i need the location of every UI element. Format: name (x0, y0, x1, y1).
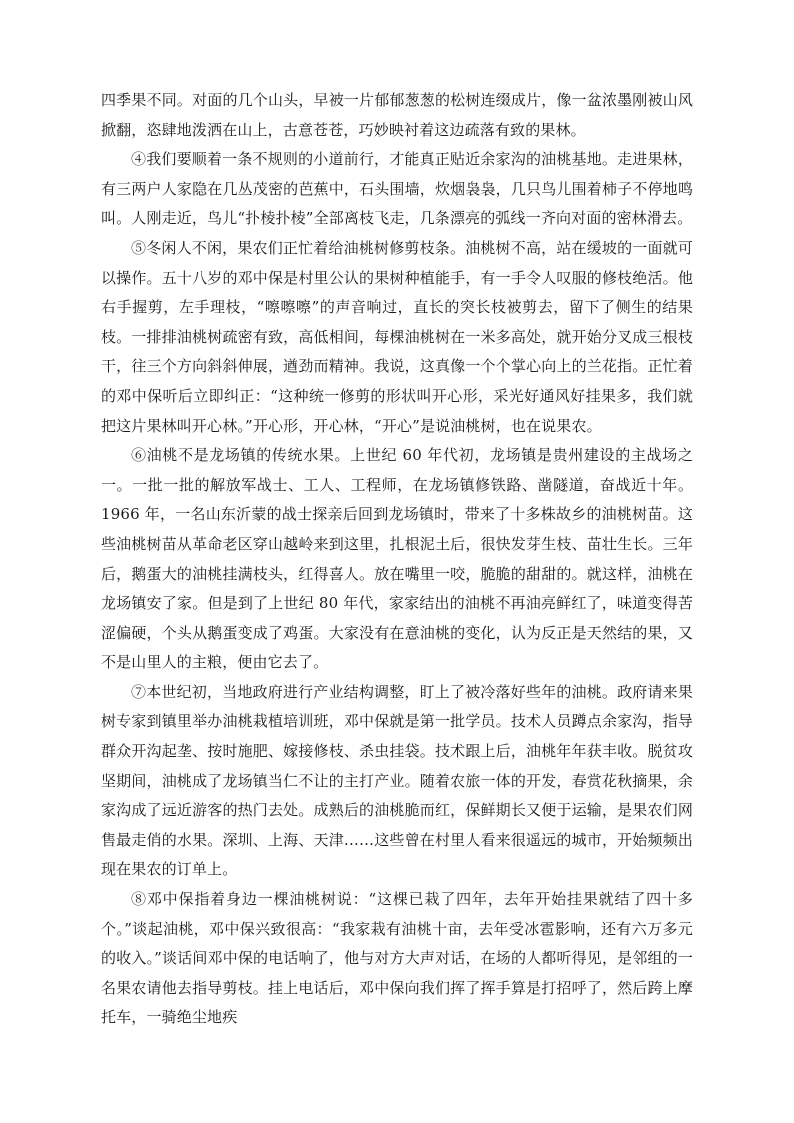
paragraph-4: ④我们要顺着一条不规则的小道前行，才能真正贴近余家沟的油桃基地。走进果林，有三两户人家隐在几丛茂密的芭蕉中，石头围墙，炊烟袅袅，几只鸟儿围着柿子不停地鸣叫。人刚走近，鸟儿“扑棱扑棱”全部离枝飞走，几条漂亮的弧线一齐向对面的密林滑去。 (101, 150, 693, 228)
article-body (101, 86, 693, 1033)
paragraph-7: ⑦本世纪初，当地政府进行产业结构调整，盯上了被冷落好些年的油桃。政府请来果树专家到镇里举办油桃栽植培训班，邓中保就是第一批学员。技术人员蹲点余家沟，指导群众开沟起垄、按时施肥、嫁接修枝、杀虫挂袋。技术跟上后，油桃年年获丰收。脱贫攻坚期间，油桃成了龙场镇当仁不让的主打产业。随着农旅一体的开发，春赏花秋摘果，余家沟成了远近游客的热门去处。成熟后的油桃脆而红，保鲜期长又便于运输，是果农们网售最走俏的水果。深圳、上海、天津……这些曾在村里人看来很遥远的城市，开始频频出现在果农的订单上。 (101, 682, 693, 879)
paragraph-8: ⑧邓中保指着身边一棵油桃树说：“这棵已栽了四年，去年开始挂果就结了四十多个。”谈起油桃，邓中保兴致很高：“我家栽有油桃十亩，去年受冰雹影响，还有六万多元的收入。”谈话间邓中保的电话响了，他与对方大声对话，在场的人都听得见，是邻组的一名果农请他去指导剪枝。挂上电话后，邓中保向我们挥了挥手算是打招呼了，然后跨上摩托车，一骑绝尘地疾 (101, 890, 693, 1027)
paragraph-5: ⑤冬闲人不闲，果农们正忙着给油桃树修剪枝条。油桃树不高，站在缓坡的一面就可以操作。五十八岁的邓中保是村里公认的果树种植能手，有一手令人叹服的修枝绝活。他右手握剪，左手理枝，“嚓嚓嚓”的声音响过，直长的突长枝被剪去，留下了侧生的结果枝。一排排油桃树疏密有致，高低相间，每棵油桃树在一米多高处，就开始分叉成三根枝干，往三个方向斜斜伸展，遒劲而精神。我说，这真像一个个掌心向上的兰花指。正忙着的邓中保听后立即纠正：“这种统一修剪的形状叫开心形，采光好通风好挂果多，我们就把这片果林叫开心林。”开心形，开心林，“开心”是说油桃树，也在说果农。 (101, 238, 693, 435)
paragraph-6: ⑥油桃不是龙场镇的传统水果。上世纪 60 年代初，龙场镇是贵州建设的主战场之一。一批一批的解放军战士、工人、工程师，在龙场镇修铁路、凿隧道，奋战近十年。1966 年，一名山东沂蒙的战士探亲后回到龙场镇时，带来了十多株故乡的油桃树苗。这些油桃树苗从革命老区穿山越岭来到这里，扎根泥土后，很快发芽生枝、苗壮生长。三年后，鹅蛋大的油桃挂满枝头，红得喜人。放在嘴里一咬，脆脆的甜甜的。就这样，油桃在龙场镇安了家。但是到了上世纪 80 年代，家家结出的油桃不再油亮鲜红了，味道变得苦涩偏硬，个头从鹅蛋变成了鸡蛋。大家没有在意油桃的变化，认为反正是天然结的果，又不是山里人的主粮，便由它去了。 (101, 446, 693, 672)
paragraph-3-continued: 四季果不同。对面的几个山头，早被一片郁郁葱葱的松树连缀成片，像一盆浓墨刚被山风掀翻，恣肆地泼洒在山上，古意苍苍，巧妙映衬着这边疏落有致的果林。 (101, 91, 693, 139)
